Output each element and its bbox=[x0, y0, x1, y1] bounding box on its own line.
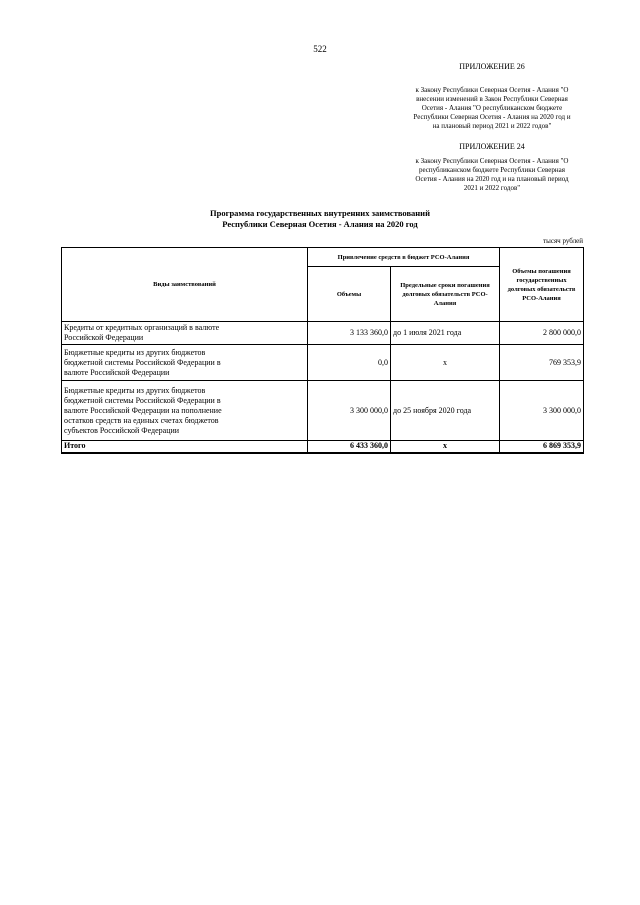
borrowing-type-cell bbox=[62, 322, 308, 345]
volume-cell: 3 133 360,0 bbox=[308, 322, 391, 345]
total-label: Итого bbox=[62, 441, 308, 453]
total-term: х bbox=[391, 441, 500, 453]
appendix-old-line: 2021 и 2022 годов" bbox=[463, 184, 521, 192]
appendix-new-line: Республики Северная Осетия - Алания на 2020 год и bbox=[413, 113, 571, 121]
cell-line: субъектов Российской Федерации bbox=[64, 425, 180, 435]
term-cell: х bbox=[391, 345, 500, 381]
cell-line: Бюджетные кредиты из других бюджетов bbox=[64, 347, 206, 357]
header-volumes: Объемы bbox=[308, 267, 391, 322]
total-volume: 6 433 360,0 bbox=[308, 441, 391, 453]
volume-cell: 0,0 bbox=[308, 345, 391, 381]
cell-line: Кредиты от кредитных организаций в валюте bbox=[64, 323, 220, 332]
header-borrowing-types: Виды заимствований bbox=[62, 248, 308, 322]
borrowing-type-cell bbox=[62, 345, 308, 381]
cell-line: остатков средств на единых счетах бюджетов bbox=[64, 415, 219, 425]
header-repayment-terms: Предельные сроки погашения долговых обязательств РСО-Алания bbox=[391, 267, 500, 322]
document-title bbox=[0, 208, 640, 230]
repayment-cell: 3 300 000,0 bbox=[500, 381, 584, 441]
header-repayment-volumes: Объемы погашения государственных долговых обязательств РСО-Алания bbox=[500, 248, 584, 322]
total-row bbox=[62, 441, 584, 453]
table-row bbox=[62, 345, 584, 381]
volume-cell: 3 300 000,0 bbox=[308, 381, 391, 441]
appendix-old-line: к Закону Республики Северная Осетия - Алания "О bbox=[415, 157, 569, 165]
table-row bbox=[62, 381, 584, 441]
appendix-old-text bbox=[394, 157, 590, 193]
page-number: 522 bbox=[313, 44, 327, 54]
appendix-new-line: к Закону Республики Северная Осетия - Алания "О bbox=[415, 86, 569, 94]
repayment-cell: 769 353,9 bbox=[500, 345, 584, 381]
borrowing-type-cell bbox=[62, 381, 308, 441]
appendix-new-line: внесении изменений в Закон Республики Северная bbox=[416, 95, 568, 103]
document-title-line: Программа государственных внутренних заимствований bbox=[210, 208, 430, 218]
term-cell: до 25 ноября 2020 года bbox=[391, 381, 500, 441]
units-label: тысяч рублей bbox=[543, 237, 583, 245]
appendix-old-line: республиканском бюджете Республики Северная bbox=[419, 166, 565, 174]
document-title-line: Республики Северная Осетия - Алания на 2020 год bbox=[222, 219, 418, 229]
appendix-new-title: ПРИЛОЖЕНИЕ 26 bbox=[459, 62, 525, 71]
term-cell: до 1 июля 2021 года bbox=[391, 322, 500, 345]
cell-line: бюджетной системы Российской Федерации в bbox=[64, 357, 221, 367]
appendix-new-line: Осетия - Алания "О республиканском бюджете bbox=[421, 104, 563, 112]
cell-line: Бюджетные кредиты из других бюджетов bbox=[64, 385, 206, 395]
appendix-old-line: Осетия - Алания на 2020 год и на плановый период bbox=[415, 175, 569, 183]
total-repayment: 6 869 353,9 bbox=[500, 441, 584, 453]
borrowing-table bbox=[61, 247, 584, 454]
header-attraction-group: Привлечение средств в бюджет РСО-Алания bbox=[308, 248, 500, 267]
appendix-new-line: на плановый период 2021 и 2022 годов" bbox=[432, 122, 552, 130]
appendix-new-text bbox=[394, 86, 590, 131]
cell-line: Российской Федерации bbox=[64, 333, 144, 342]
cell-line: валюте Российской Федерации bbox=[64, 367, 170, 377]
cell-line: валюте Российской Федерации на пополнение bbox=[64, 405, 222, 415]
table-row bbox=[62, 322, 584, 345]
cell-line: бюджетной системы Российской Федерации в bbox=[64, 395, 221, 405]
appendix-old-title: ПРИЛОЖЕНИЕ 24 bbox=[459, 142, 525, 151]
repayment-cell: 2 800 000,0 bbox=[500, 322, 584, 345]
